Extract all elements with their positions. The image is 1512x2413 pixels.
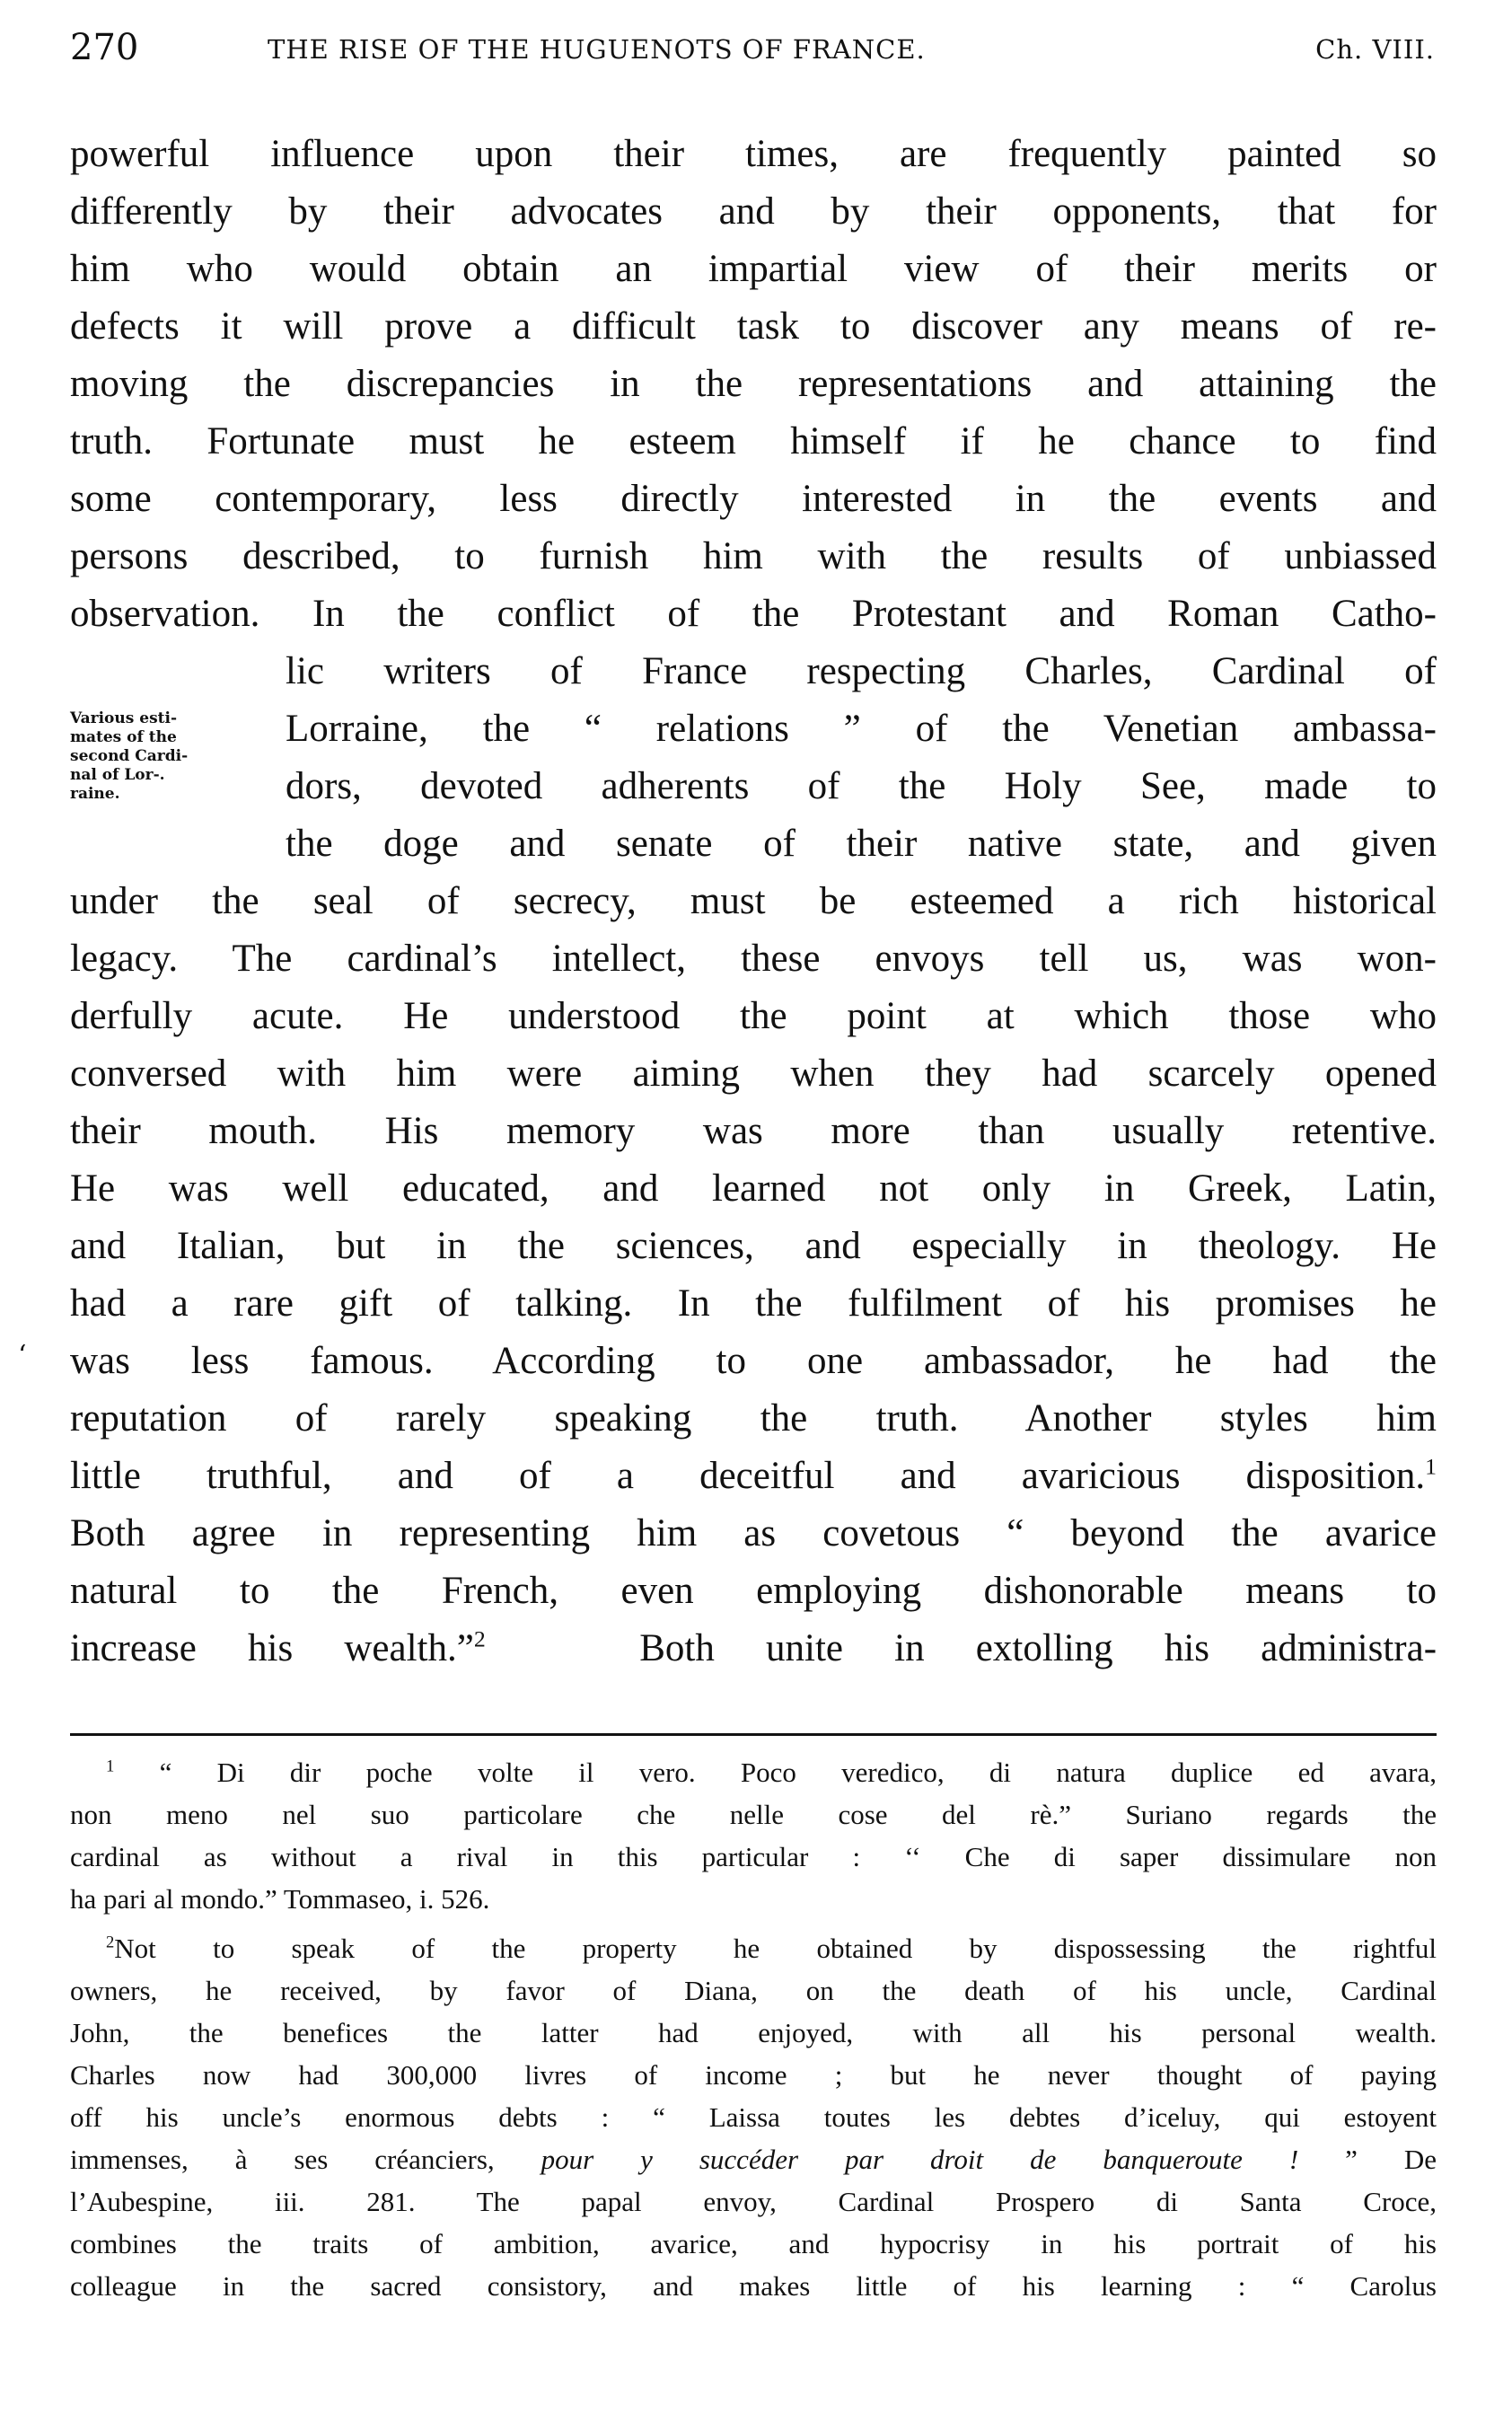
footnote-line: owners, he received, by favor of Diana, on the death of his uncle, Cardinal [70, 1975, 1437, 2006]
body-line: persons described, to furnish him with the results of unbiassed [70, 535, 1437, 577]
body-line: legacy. The cardinal’s intellect, these envoys tell us, was won- [70, 938, 1437, 980]
body-line: conversed with him were aiming when they had scarcely opened [70, 1052, 1437, 1095]
page-number: 270 [70, 27, 139, 68]
body-line: derfully acute. He understood the point at which those who [70, 995, 1437, 1037]
chapter-label: Ch. VIII. [1315, 34, 1435, 65]
footnote-line: off his uncle’s enormous debts : “ Laissa toutes les debtes d’iceluy, qui estoyent [70, 2101, 1437, 2133]
body-line: truth. Fortunate must he esteem himself if he chance to find [70, 420, 1437, 462]
body-line: differently by their advocates and by their opponents, that for [70, 190, 1437, 233]
body-line: little truthful, and of a deceitful and avaricious disposition.$^1$ [70, 1453, 1437, 1497]
body-line: natural to the French, even employing dishonorable means to [70, 1570, 1437, 1612]
footnote-divider [70, 1733, 1437, 1736]
body-line: the doge and senate of their native state, and given [286, 823, 1437, 865]
footnote-ref[interactable]: 1 [1425, 1453, 1437, 1480]
body-line: observation. In the conflict of the Protestant and Roman Catho- [70, 593, 1437, 635]
footnote-line: immenses, à ses créanciers, pour y succéder par droit de banqueroute ! ” De [70, 2144, 1437, 2175]
body-line: some contemporary, less directly interested in the events and [70, 478, 1437, 520]
footnote-line: Charles now had 300,000 livres of income ; but he never thought of paying [70, 2059, 1437, 2091]
body-line: him who would obtain an impartial view of their merits or [70, 248, 1437, 290]
body-line: and Italian, but in the sciences, and especially in theology. He [70, 1225, 1437, 1267]
footnote-line: John, the benefices the latter had enjoyed, with all his personal wealth. [70, 2017, 1437, 2048]
body-line: under the seal of secrecy, must be esteemed a rich historical [70, 880, 1437, 922]
body-line: lic writers of France respecting Charles, Cardinal of [286, 650, 1437, 692]
body-line: defects it will prove a difficult task to discover any means of re- [70, 305, 1437, 348]
margin-note: Various esti- mates of the second Cardi- nal of Lor-. raine. [70, 709, 189, 803]
body-line: powerful influence upon their times, are frequently painted so [70, 133, 1437, 175]
body-line: dors, devoted adherents of the Holy See, made to [286, 765, 1437, 807]
footnote-line: cardinal as without a rival in this particular : ‘‘ Che di saper dissimulare non [70, 1841, 1437, 1872]
footnote-line: colleague in the sacred consistory, and makes little of his learning : “ Carolus [70, 2270, 1437, 2302]
body-line: had a rare gift of talking. In the fulfilment of his promises he [70, 1282, 1437, 1325]
body-line: moving the discrepancies in the representations and attaining the [70, 363, 1437, 405]
footnote-2: $^2$Not to speak of the property he obtained by dispossessing the rightful [106, 1933, 1437, 1964]
footnote-ref[interactable]: 2 [473, 1625, 486, 1652]
body-line: was less famous. According to one ambassador, he had the [70, 1340, 1437, 1382]
footnote-line: non meno nel suo particolare che nelle cose del rè.” Suriano regards the [70, 1799, 1437, 1830]
body-line: He was well educated, and learned not only in Greek, Latin, [70, 1167, 1437, 1210]
body-line: increase his wealth.”$^2$ Both unite in extolling his administra- [70, 1625, 1437, 1669]
body-line: Both agree in representing him as covetous “ beyond the avarice [70, 1512, 1437, 1554]
italic-quote: pour y succéder par droit de banqueroute ! [541, 2144, 1299, 2175]
footnote-line: l’Aubespine, iii. 281. The papal envoy, Cardinal Prospero di Santa Croce, [70, 2186, 1437, 2217]
running-header [70, 27, 1435, 81]
footnote-line: ha pari al mondo.” Tommaseo, i. 526. [70, 1883, 490, 1915]
footnote-1: $^1$ “ Di dir poche volte il vero. Poco veredico, di natura duplice ed avara, [106, 1757, 1437, 1788]
body-line: reputation of rarely speaking the truth. Another styles him [70, 1397, 1437, 1440]
footnote-line: combines the traits of ambition, avarice, and hypocrisy in his portrait of his [70, 2228, 1437, 2259]
stray-mark: ‘ [18, 1340, 27, 1371]
body-line: Lorraine, the “ relations ” of the Venetian ambassa- [286, 708, 1437, 750]
running-title: THE RISE OF THE HUGUENOTS OF FRANCE. [268, 34, 926, 65]
body-line: their mouth. His memory was more than usually retentive. [70, 1110, 1437, 1152]
